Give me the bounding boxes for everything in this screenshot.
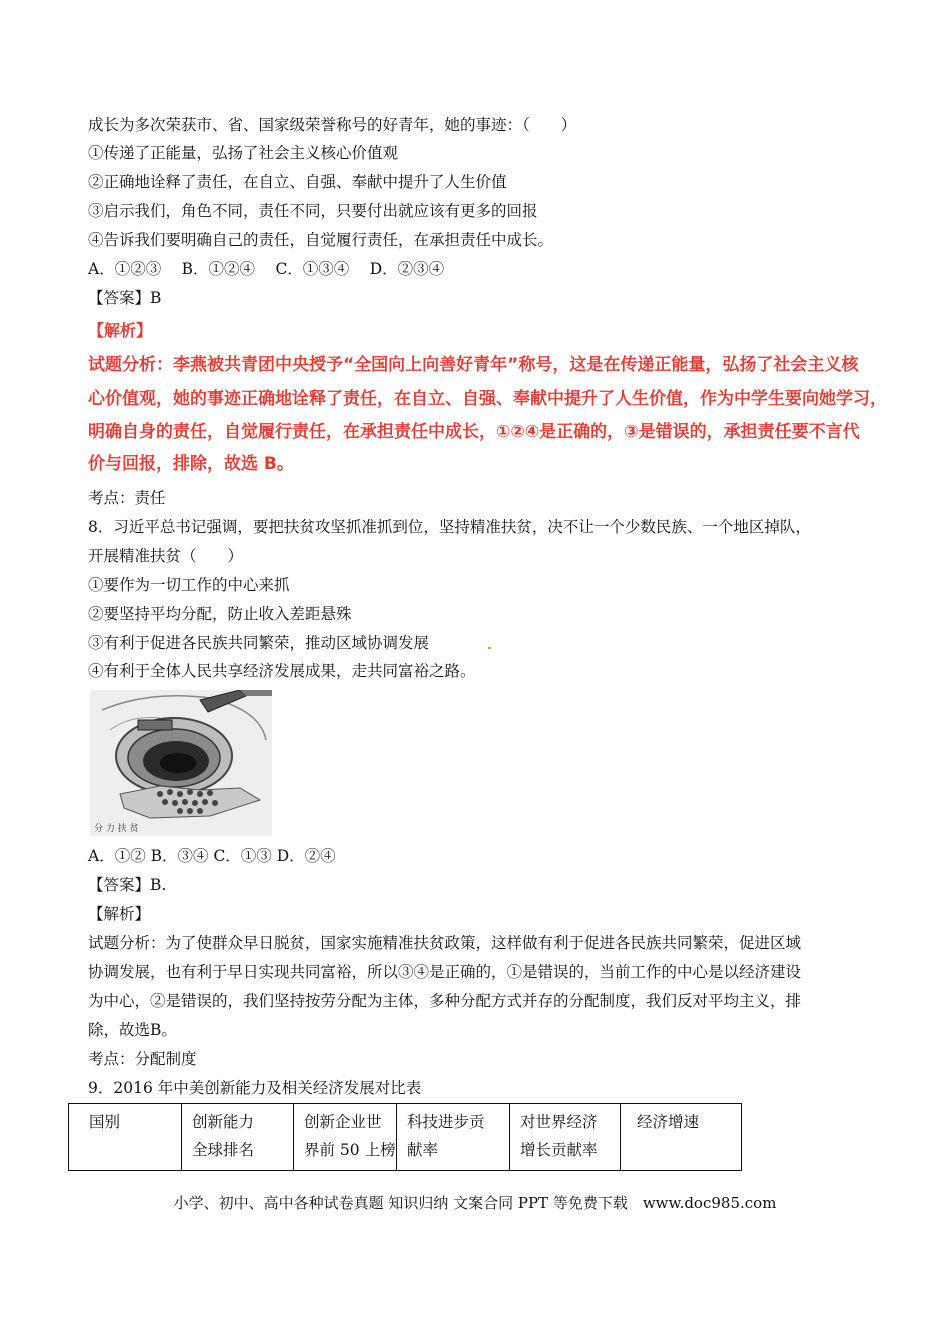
q8-stem-line-1: 8．习近平总书记强调，要把扶贫攻坚抓准抓到位，坚持精准扶贫，决不让一个少数民族、一个地区掉队， — [88, 518, 811, 536]
header-line: 界前 50 上榜 — [304, 1141, 396, 1159]
q8-option-2: ②要坚持平均分配，防止收入差距悬殊 — [88, 605, 352, 623]
q8-analysis-line-2: 协调发展，也有利于早日实现共同富裕，所以③④是正确的，①是错误的，当前工作的中心是以经济建设 — [88, 963, 802, 981]
q8-option-3: ③有利于促进各民族共同繁荣，推动区域协调发展 — [88, 634, 430, 652]
table-header-cell — [621, 1104, 742, 1171]
q8-point: 考点：分配制度 — [88, 1050, 197, 1068]
header-line: 经济增速 — [637, 1113, 700, 1131]
q7-analysis-line-2: 心价值观，她的事迹正确地诠释了责任，在自立、自强、奉献中提升了人生价值，作为中学生要向她学习， — [88, 389, 887, 409]
q7-option-1: ①传递了正能量，弘扬了社会主义核心价值观 — [88, 144, 399, 162]
header-line: 创新能力 — [192, 1113, 255, 1131]
table-header-row — [69, 1104, 742, 1171]
comparison-table — [68, 1103, 742, 1171]
header-line: 国别 — [89, 1113, 121, 1131]
q8-choices: A．①② B．③④ C．①③ D．②④ — [88, 847, 336, 865]
q7-point: 考点：责任 — [88, 489, 166, 507]
cartoon-caption: 分 力 扶 贫 — [94, 824, 139, 834]
header-line: 全球排名 — [192, 1141, 255, 1159]
header-line: 科技进步贡 — [407, 1113, 485, 1131]
q8-stem-line-2: 开展精准扶贫（ ） — [88, 547, 244, 565]
q8-analysis-line-1: 试题分析：为了使群众早日脱贫，国家实施精准扶贫政策，这样做有利于促进各民族共同繁荣，促进区域 — [88, 934, 802, 952]
table-header-cell — [510, 1104, 621, 1171]
q8-analysis-label: 【解析】 — [88, 905, 151, 923]
q8-answer: 【答案】B. — [88, 876, 167, 894]
header-line: 献率 — [407, 1141, 439, 1159]
header-line: 创新企业世 — [304, 1113, 382, 1131]
q8-analysis-line-3: 为中心，②是错误的，我们坚持按劳分配为主体，多种分配方式并存的分配制度，我们反对平均主义，排 — [88, 992, 802, 1010]
stray-mark — [488, 647, 491, 649]
q7-answer: 【答案】B — [88, 289, 162, 307]
table-header-cell — [182, 1104, 294, 1171]
q7-analysis-line-3: 明确自身的责任，自觉履行责任，在承担责任中成长，①②④是正确的，③是错误的，承担责任要不言代 — [88, 422, 860, 442]
header-line: 增长贡献率 — [520, 1141, 598, 1159]
q7-option-4: ④告诉我们要明确自己的责任，自觉履行责任，在承担责任中成长。 — [88, 231, 554, 249]
q9-title: 9．2016 年中美创新能力及相关经济发展对比表 — [88, 1079, 422, 1097]
header-line: 对世界经济 — [520, 1113, 598, 1131]
q7-analysis-label: 【解析】 — [88, 321, 153, 340]
q7-analysis-line-1: 试题分析：李燕被共青团中央授予“全国向上向善好青年”称号，这是在传递正能量，弘扬了社会主义核 — [88, 355, 859, 375]
table-header-cell — [294, 1104, 397, 1171]
q8-option-4: ④有利于全体人民共享经济发展成果，走共同富裕之路。 — [88, 662, 476, 680]
cartoon-drawing — [90, 690, 272, 836]
q7-analysis-line-4: 价与回报，排除，故选 B。 — [88, 454, 294, 474]
q7-stem: 成长为多次荣获市、省、国家级荣誉称号的好青年，她的事迹：（ ） — [88, 116, 577, 134]
q8-analysis-line-4: 除，故选B。 — [88, 1021, 177, 1039]
poverty-cartoon-image — [90, 690, 272, 836]
q7-option-2: ②正确地诠释了责任，在自立、自强、奉献中提升了人生价值 — [88, 173, 507, 191]
page-footer: 小学、初中、高中各种试卷真题 知识归纳 文案合同 PPT 等免费下载 www.doc985.com — [173, 1194, 777, 1212]
q7-option-3: ③启示我们，角色不同，责任不同，只要付出就应该有更多的回报 — [88, 202, 538, 220]
q7-choices: A．①②③ B．①②④ C．①③④ D．②③④ — [88, 260, 445, 278]
table-header-cell — [69, 1104, 182, 1171]
table-header-cell — [397, 1104, 510, 1171]
q8-option-1: ①要作为一切工作的中心来抓 — [88, 576, 290, 594]
